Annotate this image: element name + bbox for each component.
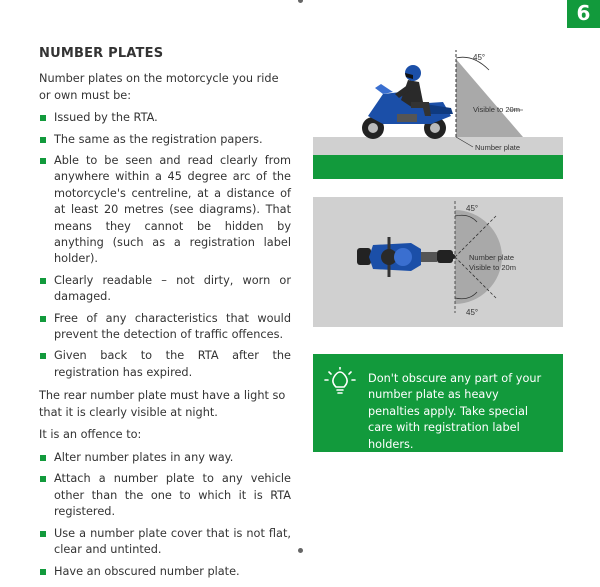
visibility-cone bbox=[456, 59, 523, 137]
plate-label: Number plate bbox=[475, 143, 521, 152]
angle-label-bottom: 45° bbox=[466, 308, 479, 317]
ground-strip bbox=[313, 137, 563, 155]
binding-dot bbox=[298, 0, 303, 3]
bullet-square-icon bbox=[40, 455, 46, 461]
list-item: Free of any characteristics that would prevent the detection of traffic offences. bbox=[39, 311, 291, 344]
bullet-square-icon bbox=[40, 137, 46, 143]
penalty-tip-box bbox=[313, 354, 563, 452]
lightbulb-icon bbox=[323, 367, 357, 401]
side-view-diagram bbox=[313, 44, 563, 179]
tip-text: Don't obscure any part of your number plate as heavy penalties apply. Take special care with registration label holders. bbox=[368, 372, 542, 451]
motorcycle-side-icon bbox=[362, 65, 453, 139]
bullet-square-icon bbox=[40, 115, 46, 121]
visible-label: Visible to 20m bbox=[473, 105, 520, 114]
bullet-square-icon bbox=[40, 278, 46, 284]
list-item: Use a number plate cover that is not flat, clear and untinted. bbox=[39, 526, 291, 559]
bullet-square-icon bbox=[40, 316, 46, 322]
list-item: Issued by the RTA. bbox=[39, 110, 291, 126]
intro-text: Number plates on the motorcycle you ride or own must be: bbox=[39, 72, 279, 102]
side-view-svg bbox=[313, 44, 563, 179]
list-item: Have an obscured number plate. bbox=[39, 564, 291, 580]
bullet-square-icon bbox=[40, 476, 46, 482]
bullet-square-icon bbox=[40, 569, 46, 575]
list-item: Able to be seen and read clearly from anywhere within a 45 degree arc of the motorcycle's centreline, at a distance of at least 20 metres (see diagrams). That means they cannot be hidden by anything (such as a registration label holder). bbox=[39, 153, 291, 268]
list-item: Clearly readable – not dirty, worn or damaged. bbox=[39, 273, 291, 306]
number-plates-section bbox=[39, 46, 291, 587]
angle-label-top: 45° bbox=[466, 204, 479, 213]
bullet-square-icon bbox=[40, 158, 46, 164]
top-view-svg bbox=[313, 197, 563, 327]
binding-dot bbox=[298, 548, 303, 553]
angle-label: 45° bbox=[473, 53, 486, 62]
top-view-diagram bbox=[313, 197, 563, 327]
requirements-list bbox=[39, 110, 291, 381]
offences-list bbox=[39, 450, 291, 580]
list-item: Given back to the RTA after the registration has expired. bbox=[39, 348, 291, 381]
plate-label: Number plate bbox=[469, 253, 515, 262]
page-number: 6 bbox=[567, 0, 600, 28]
green-base-strip bbox=[313, 155, 563, 179]
visible-label: Visible to 20m bbox=[469, 263, 516, 272]
list-item: The same as the registration papers. bbox=[39, 132, 291, 148]
list-item: Alter number plates in any way. bbox=[39, 450, 291, 466]
list-item: Attach a number plate to any vehicle other than the one to which it is RTA registered. bbox=[39, 471, 291, 520]
section-heading: NUMBER PLATES bbox=[39, 46, 164, 61]
light-note: The rear number plate must have a light so that it is clearly visible at night. bbox=[39, 389, 286, 419]
offence-intro: It is an offence to: bbox=[39, 428, 142, 442]
bullet-square-icon bbox=[40, 531, 46, 537]
bullet-square-icon bbox=[40, 353, 46, 359]
